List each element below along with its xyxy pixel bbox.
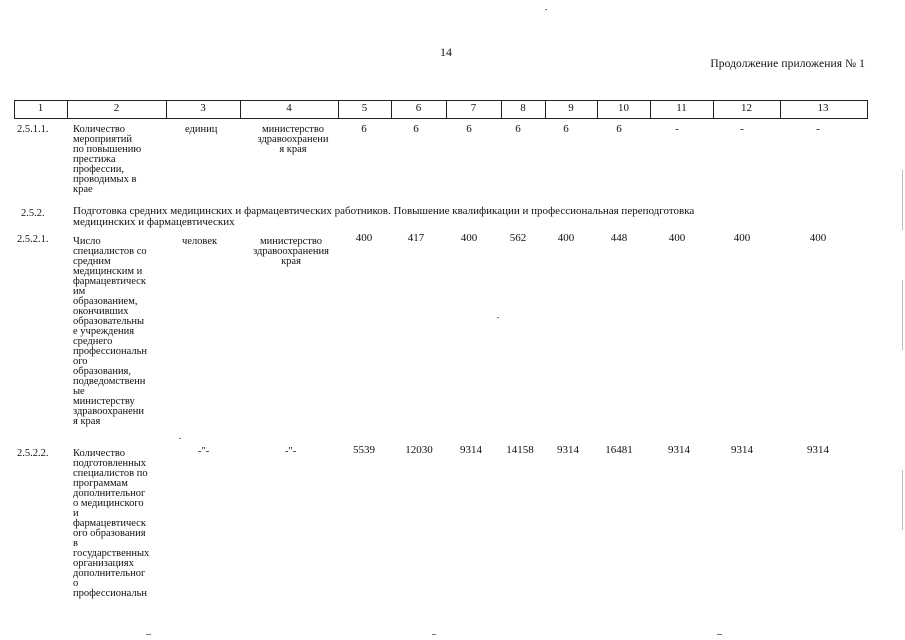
value-cell: 12030 bbox=[405, 444, 433, 456]
column-header: 9 bbox=[568, 102, 574, 114]
column-header: 8 bbox=[520, 102, 526, 114]
unit: человек bbox=[182, 236, 218, 247]
scan-edge-mark bbox=[902, 470, 903, 530]
value-cell: 400 bbox=[809, 232, 827, 244]
value-cell: 417 bbox=[407, 232, 425, 244]
row-code: 2.5.2.1. bbox=[17, 234, 49, 245]
scan-speck bbox=[179, 438, 181, 439]
column-header: 12 bbox=[741, 102, 752, 114]
column-header: 13 bbox=[817, 102, 829, 114]
value-cell: 448 bbox=[610, 232, 628, 244]
unit: -"- bbox=[198, 446, 210, 457]
scan-speck bbox=[545, 9, 547, 10]
value-cell: 6 bbox=[616, 123, 622, 135]
value-cell: 6 bbox=[413, 123, 419, 135]
scan-edge-mark bbox=[902, 170, 903, 230]
value-cell: 9314 bbox=[460, 444, 482, 456]
responsible-body: министерство здравоохранени я края bbox=[257, 124, 329, 155]
responsible-body: -"- bbox=[285, 446, 297, 457]
scan-speck bbox=[432, 634, 436, 635]
value-cell: 400 bbox=[557, 232, 575, 244]
value-cell: 562 bbox=[509, 232, 527, 244]
column-header: 11 bbox=[676, 102, 687, 114]
value-cell: - bbox=[740, 123, 744, 135]
row-code: 2.5.1.1. bbox=[17, 124, 49, 135]
column-header: 10 bbox=[618, 102, 629, 114]
value-cell: - bbox=[675, 123, 679, 135]
value-cell: 16481 bbox=[605, 444, 633, 456]
column-header: 1 bbox=[37, 102, 44, 114]
row-code: 2.5.2.2. bbox=[17, 448, 49, 459]
appendix-note: Продолжение приложения № 1 bbox=[710, 58, 865, 70]
value-cell: 400 bbox=[668, 232, 686, 244]
column-header: 2 bbox=[113, 102, 120, 114]
column-header: 3 bbox=[200, 102, 206, 114]
column-header: 7 bbox=[470, 102, 477, 114]
indicator-name: Количество мероприятий по повышению престижа профессии, проводимых в крае bbox=[73, 124, 142, 195]
scan-speck bbox=[497, 317, 499, 318]
page-number: 14 bbox=[440, 45, 452, 59]
indicator-name: Число специалистов со средним медицинским и фармацевтическ им образованием, окончивших образовательны е учреждения среднего профессиональн ого образования, подведомственн ые министерству здравоохранени я края bbox=[73, 236, 148, 427]
value-cell: 9314 bbox=[668, 444, 690, 456]
section-code: 2.5.2. bbox=[21, 208, 45, 219]
value-cell: 6 bbox=[515, 123, 521, 135]
scan-edge-mark bbox=[902, 280, 903, 350]
value-cell: 6 bbox=[361, 123, 367, 135]
value-cell: 14158 bbox=[506, 444, 534, 456]
responsible-body: министерство здравоохранения края bbox=[253, 236, 329, 267]
column-header: 5 bbox=[361, 102, 368, 114]
value-cell: 5539 bbox=[353, 444, 375, 456]
value-cell: - bbox=[816, 123, 820, 135]
value-cell: 9314 bbox=[807, 444, 829, 456]
value-cell: 6 bbox=[466, 123, 472, 135]
column-header: 6 bbox=[415, 102, 422, 114]
section-title: Подготовка средних медицинских и фармацевтических работников. Повышение квалификации и профессиональная переподготовка медицинских и фармацевтических bbox=[73, 205, 695, 228]
column-header: 4 bbox=[286, 102, 292, 114]
indicator-name: Количество подготовленных специалистов по программам дополнительног о медицинского и фармацевтическ ого образования в государственных организациях дополнительног о профессиональн bbox=[73, 448, 150, 599]
value-cell: 6 bbox=[563, 123, 569, 135]
scan-speck bbox=[146, 634, 151, 635]
value-cell: 400 bbox=[733, 232, 751, 244]
unit: единиц bbox=[185, 124, 218, 135]
value-cell: 9314 bbox=[557, 444, 579, 456]
value-cell: 9314 bbox=[731, 444, 753, 456]
scan-speck bbox=[717, 634, 722, 635]
value-cell: 400 bbox=[355, 232, 373, 244]
value-cell: 400 bbox=[460, 232, 478, 244]
